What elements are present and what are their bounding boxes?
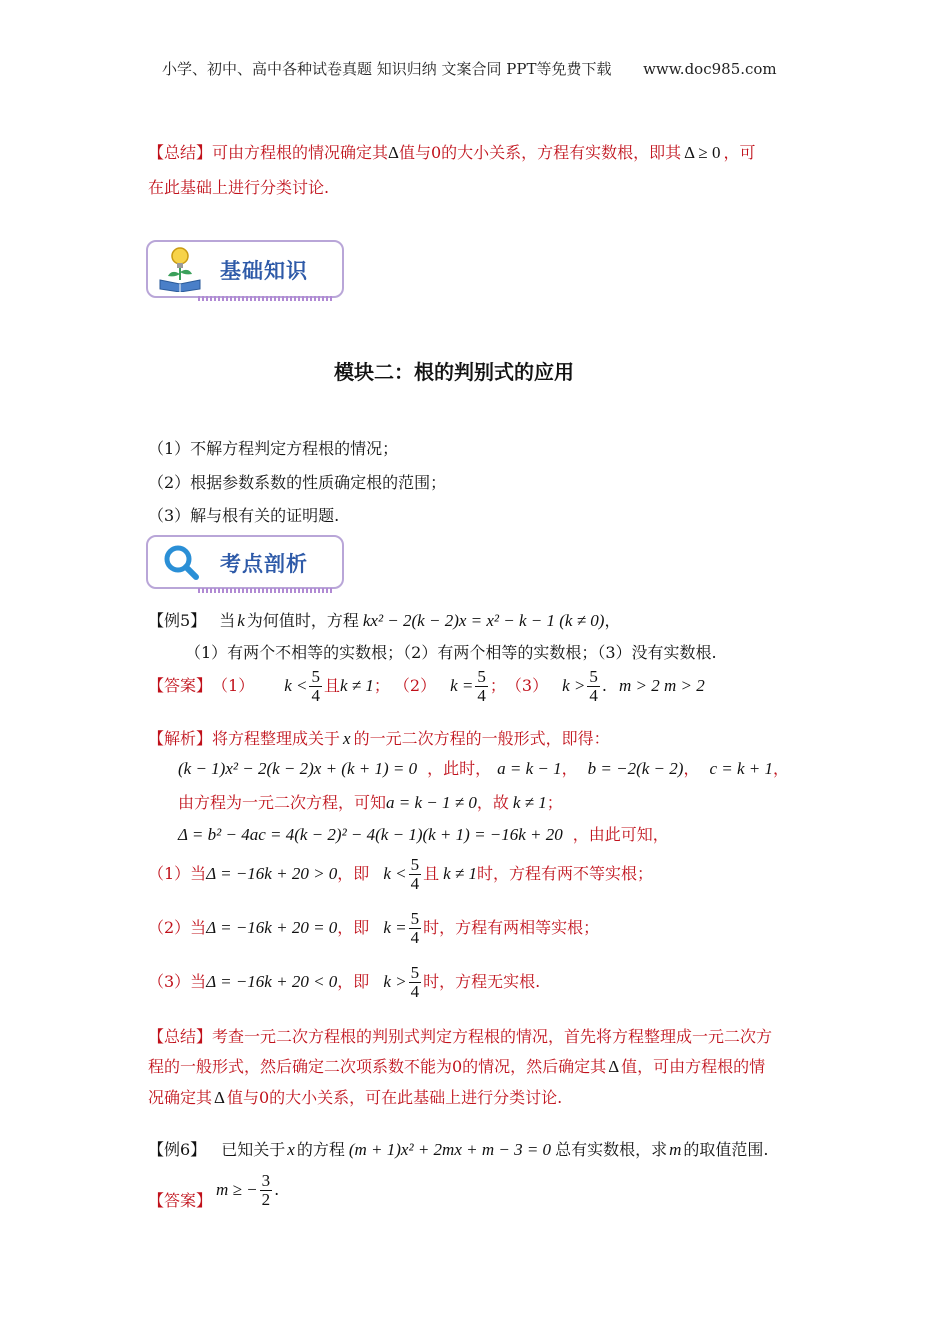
analysis-case-1 (148, 856, 653, 893)
equation: (m + 1)x² + 2mx + m − 3 = 0 (348, 1140, 552, 1159)
fraction (475, 668, 488, 705)
case-text: ，即 (337, 972, 370, 992)
example-text: 为何值时，方程 (246, 611, 359, 630)
case-text: 且 (423, 864, 440, 884)
analysis-5-condition (178, 792, 563, 814)
analysis-text: ， (773, 759, 790, 778)
analysis-text: ，此时， (427, 759, 492, 778)
case-label: （1）当 (148, 864, 207, 884)
answer-label: （1） (212, 676, 255, 696)
answer-text: 且 (323, 676, 340, 696)
answer-text: ； (489, 676, 506, 696)
var-x: x (343, 729, 351, 748)
fraction-denominator: 2 (261, 1189, 271, 1209)
summary-tag: 【总结】 (148, 1027, 213, 1046)
header-url[interactable]: www.doc985.com (643, 60, 777, 78)
summary-text: 值，可由方程根的情 (621, 1057, 766, 1076)
case-math: Δ = −16k + 20 < 0 (206, 972, 338, 992)
summary-1-line-1 (148, 142, 756, 164)
analysis-text: ， (561, 759, 578, 778)
var-m: m (669, 1140, 682, 1159)
header-text: 小学、初中、高中各种试卷真题 知识归纳 文案合同 PPT等免费下载 (162, 60, 612, 78)
fraction (260, 1172, 273, 1209)
example-5-subquestions: （1）有两个不相等的实数根；（2）有两个相等的实数根；（3）没有实数根. (185, 643, 717, 662)
fraction (409, 910, 422, 947)
fraction-denominator: 4 (410, 873, 420, 893)
fraction-denominator: 4 (589, 685, 598, 705)
answer-math: k > (562, 676, 586, 696)
list-item: （3）解与根有关的证明题. (148, 506, 340, 525)
magnifier-icon (162, 543, 200, 581)
analysis-math: k ≠ 1 (512, 793, 547, 812)
answer-text: ； (373, 676, 390, 696)
example-tag: 【例5】 (148, 611, 207, 630)
fraction-numerator: 5 (410, 909, 420, 928)
fraction-numerator: 5 (477, 667, 486, 686)
answer-math: m ≥ − (216, 1180, 258, 1199)
fraction (309, 668, 322, 705)
fraction-numerator: 5 (410, 855, 420, 874)
list-item: （2）根据参数系数的性质确定根的范围； (148, 473, 447, 492)
coef-b: b = −2(k − 2) (587, 759, 684, 778)
analysis-tag: 【解析】 (148, 729, 213, 748)
answer-math: k = (450, 676, 474, 696)
case-label: （3）当 (148, 972, 207, 992)
fraction-numerator: 5 (311, 667, 320, 686)
coef-a: a = k − 1 (497, 759, 562, 778)
analysis-5-discriminant (178, 824, 669, 846)
case-math: k ≠ 1 (443, 864, 477, 884)
basic-knowledge-banner (146, 240, 344, 298)
analysis-case-2 (148, 910, 599, 947)
delta-symbol: Δ (608, 1057, 620, 1076)
fraction-denominator: 4 (477, 685, 486, 705)
fraction (587, 668, 600, 705)
answer-label: （3） (505, 676, 549, 696)
var-x: x (287, 1140, 295, 1159)
answer-math: k ≠ 1 (340, 676, 374, 696)
summary-text: 可由方程根的情况确定其 (212, 143, 389, 162)
answer-math: k < (284, 676, 308, 696)
summary-text: 考查一元二次方程根的判别式判定方程根的情况，首先将方程整理成一元二次方 (212, 1027, 773, 1046)
answer-text: . (274, 1180, 280, 1199)
analysis-case-3 (148, 964, 540, 1001)
case-math: k < (383, 864, 407, 884)
example-5-question (148, 610, 620, 632)
fraction-denominator: 4 (311, 685, 320, 705)
answer-text: . (601, 676, 607, 696)
summary-2-line-3 (148, 1087, 562, 1109)
example-text: 总有实数根，求 (555, 1140, 668, 1159)
banner-title: 基础知识 (220, 259, 308, 283)
fraction-numerator: 3 (261, 1170, 271, 1190)
site-header (162, 58, 777, 79)
example-tag: 【例6】 (148, 1140, 207, 1159)
list-item: （1）不解方程判定方程根的情况； (148, 439, 399, 458)
case-text: 时，方程有两不等实根； (477, 864, 654, 884)
analysis-text: ，由此可知， (572, 825, 669, 844)
lightbulb-book-icon (156, 246, 204, 292)
delta-condition: Δ ≥ 0 (684, 143, 721, 162)
summary-text: 值与0的大小关系，方程有实数根，即其 (398, 143, 682, 162)
summary-text: 况确定其 (148, 1088, 213, 1107)
analysis-text: ，故 (476, 793, 509, 812)
fraction-denominator: 4 (410, 927, 420, 947)
module-title: 模块二：根的判别式的应用 (334, 360, 574, 384)
answer-5 (148, 668, 705, 705)
case-label: （2）当 (148, 918, 207, 938)
analysis-text: ， (683, 759, 700, 778)
answer-tag: 【答案】 (148, 1191, 213, 1210)
case-text: ，即 (337, 864, 370, 884)
example-text: 当 (219, 611, 236, 630)
answer-label: （2） (393, 676, 437, 696)
summary-1-line-2: 在此基础上进行分类讨论. (148, 178, 330, 197)
fraction-numerator: 5 (589, 667, 598, 686)
example-text: 的取值范围. (683, 1140, 769, 1159)
example-text: 已知关于 (221, 1140, 286, 1159)
fraction-denominator: 4 (410, 981, 420, 1001)
delta-symbol: Δ (214, 1088, 225, 1107)
example-text: 的方程 (296, 1140, 345, 1159)
key-points-banner (146, 535, 344, 589)
case-math: Δ = −16k + 20 = 0 (206, 918, 338, 938)
summary-text: 程的一般形式，然后确定二次项系数不能为0的情况，然后确定其 (148, 1057, 607, 1076)
summary-tag: 【总结】 (148, 143, 213, 162)
case-math: Δ = −16k + 20 > 0 (206, 864, 338, 884)
analysis-math: a = k − 1 ≠ 0 (386, 793, 477, 812)
analysis-text: 将方程整理成关于 (212, 729, 341, 748)
case-text: 时，方程有两相等实根； (423, 918, 600, 938)
analysis-text: 的一元二次方程的一般形式，即得： (353, 729, 610, 748)
example-text: ， (604, 611, 621, 630)
banner-title: 考点剖析 (220, 552, 308, 576)
fraction-numerator: 5 (410, 963, 420, 982)
coef-c: c = k + 1 (709, 759, 774, 778)
summary-2-line-1 (148, 1026, 772, 1048)
case-math: k = (383, 918, 407, 938)
var-k: k (237, 611, 245, 630)
banner-decoration (198, 588, 332, 593)
fraction (409, 856, 422, 893)
banner-decoration (198, 296, 332, 301)
answer-math: m > 2 m > 2 (618, 676, 705, 696)
equation: kx² − 2(k − 2)x = x² − k − 1 (k ≠ 0) (362, 611, 605, 630)
analysis-text: ； (546, 793, 563, 812)
discriminant-equation: Δ = b² − 4ac = 4(k − 2)² − 4(k − 1)(k + 1) = −16k + 20 (178, 825, 563, 844)
summary-text: 值与0的大小关系，可在此基础上进行分类讨论. (226, 1088, 563, 1107)
case-math: k > (383, 972, 407, 992)
summary-text: ，可 (723, 143, 756, 162)
answer-6 (148, 1168, 279, 1212)
fraction (409, 964, 422, 1001)
general-form-equation: (k − 1)x² − 2(k − 2)x + (k + 1) = 0 (178, 759, 418, 778)
summary-2-line-2 (148, 1056, 765, 1078)
answer-tag: 【答案】 (148, 676, 213, 696)
case-text: 时，方程无实根. (423, 972, 541, 992)
delta-symbol: Δ (388, 143, 399, 162)
analysis-text: 由方程为一元二次方程，可知 (178, 793, 387, 812)
analysis-5-intro (148, 728, 610, 750)
example-6-question (148, 1139, 768, 1161)
analysis-5-equation (178, 758, 789, 780)
case-text: ，即 (337, 918, 370, 938)
